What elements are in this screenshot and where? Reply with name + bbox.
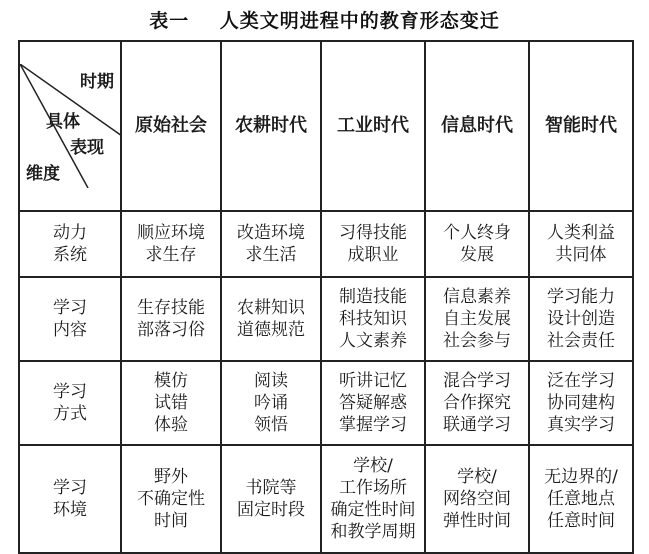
table-cell: 模仿 试错 体验	[121, 361, 221, 445]
column-header-intelligent: 智能时代	[529, 41, 633, 211]
table-cell: 农耕知识 道德规范	[221, 277, 321, 361]
table-cell: 阅读 吟诵 领悟	[221, 361, 321, 445]
column-header-industrial: 工业时代	[321, 41, 425, 211]
table-cell: 生存技能 部落习俗	[121, 277, 221, 361]
corner-label-concrete: 具体	[46, 112, 80, 132]
corner-label-expression: 表现	[70, 138, 104, 158]
table-cell: 泛在学习 协同建构 真实学习	[529, 361, 633, 445]
header-row	[19, 41, 633, 211]
table-cell: 混合学习 合作探究 联通学习	[425, 361, 529, 445]
table-row-learning-method	[19, 361, 633, 445]
table-cell: 学习能力 设计创造 社会责任	[529, 277, 633, 361]
table-cell: 野外 不确定性 时间	[121, 445, 221, 553]
row-header-cell: 学习 环境	[19, 445, 121, 553]
row-header-cell: 动力 系统	[19, 211, 121, 277]
table-cell: 学校/ 网络空间 弹性时间	[425, 445, 529, 553]
table-cell: 改造环境 求生活	[221, 211, 321, 277]
table-cell: 人类利益 共同体	[529, 211, 633, 277]
table-row-driving-system	[19, 211, 633, 277]
row-header-cell: 学习 方式	[19, 361, 121, 445]
table-cell: 书院等 固定时段	[221, 445, 321, 553]
column-header-agricultural: 农耕时代	[221, 41, 321, 211]
column-header-information: 信息时代	[425, 41, 529, 211]
table-cell: 习得技能 成职业	[321, 211, 425, 277]
corner-label-period: 时期	[80, 72, 114, 92]
corner-label-dimension: 维度	[26, 164, 60, 184]
corner-header-cell	[19, 41, 121, 211]
table-row-learning-content	[19, 277, 633, 361]
table-cell: 信息素养 自主发展 社会参与	[425, 277, 529, 361]
column-header-primitive: 原始社会	[121, 41, 221, 211]
table-cell: 无边界的/ 任意地点 任意时间	[529, 445, 633, 553]
table-cell: 听讲记忆 答疑解惑 掌握学习	[321, 361, 425, 445]
table-row-learning-environment	[19, 445, 633, 553]
table-title: 表一 人类文明进程中的教育形态变迁	[149, 10, 500, 32]
education-forms-table	[18, 40, 634, 554]
table-cell: 个人终身 发展	[425, 211, 529, 277]
table-cell: 顺应环境 求生存	[121, 211, 221, 277]
row-header-cell: 学习 内容	[19, 277, 121, 361]
table-cell: 学校/ 工作场所 确定性时间 和教学周期	[321, 445, 425, 553]
table-cell: 制造技能 科技知识 人文素养	[321, 277, 425, 361]
